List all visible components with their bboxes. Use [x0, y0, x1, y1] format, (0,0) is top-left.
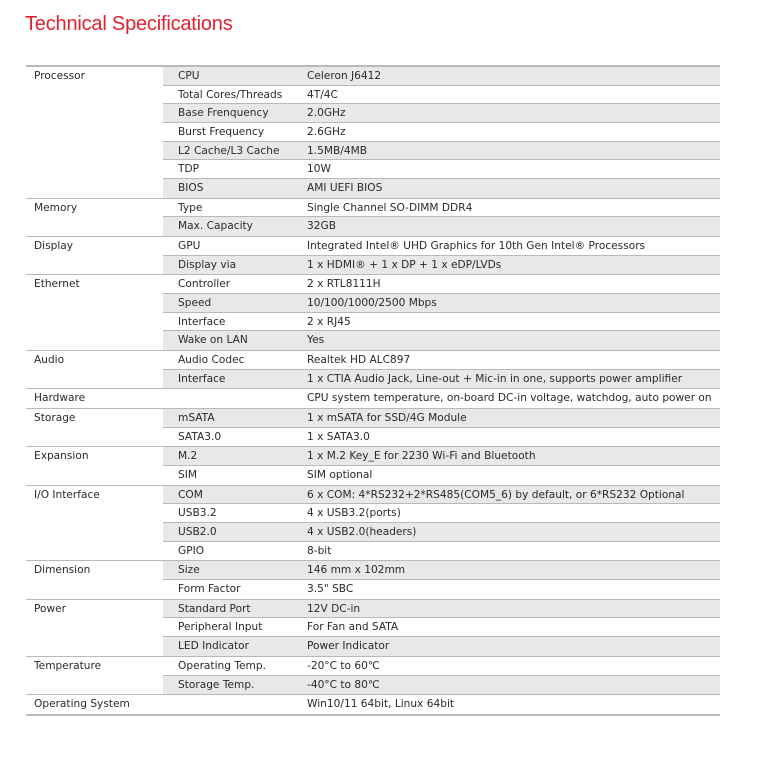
spec-key: USB2.0: [178, 526, 217, 539]
spec-category: [26, 618, 163, 637]
spec-row: [26, 600, 720, 619]
spec-cell-group: [163, 313, 720, 332]
spec-category: [26, 294, 163, 313]
spec-row: [26, 313, 720, 332]
spec-key: Size: [178, 564, 200, 577]
spec-category: Audio: [34, 354, 65, 367]
spec-category: [26, 428, 163, 447]
spec-category: Storage: [34, 412, 76, 425]
page-title: Technical Specifications: [25, 13, 233, 35]
spec-row: [26, 256, 720, 276]
spec-key: GPIO: [178, 544, 205, 557]
spec-value: 3.5" SBC: [307, 583, 354, 596]
spec-cell-group: [163, 67, 720, 86]
spec-cell-group: [163, 523, 720, 542]
spec-cell-group: [163, 275, 720, 294]
spec-row: [26, 409, 720, 428]
spec-row: [26, 504, 720, 523]
spec-cell-group: [163, 389, 720, 408]
spec-value: -20°C to 60℃: [307, 659, 380, 672]
spec-key: Interface: [178, 372, 226, 385]
spec-key: CPU: [178, 70, 200, 82]
spec-value: 2.6GHz: [307, 126, 346, 139]
spec-row: [26, 104, 720, 123]
spec-key: LED Indicator: [178, 640, 249, 653]
spec-cell-group: [163, 637, 720, 656]
spec-row: [26, 389, 720, 409]
spec-category: [26, 142, 163, 161]
spec-value: 8-bit: [307, 544, 332, 557]
spec-row: [26, 447, 720, 466]
spec-row: [26, 86, 720, 105]
spec-value: 4T/4C: [307, 88, 338, 101]
spec-row: [26, 123, 720, 142]
spec-category: Display: [34, 240, 74, 253]
spec-key: Audio Codec: [178, 354, 245, 367]
spec-category: [26, 370, 163, 389]
spec-row: [26, 486, 720, 505]
spec-category: [26, 179, 163, 198]
spec-row: [26, 637, 720, 657]
spec-row: [26, 580, 720, 600]
spec-row: [26, 67, 720, 86]
spec-key: mSATA: [178, 412, 215, 425]
spec-cell-group: [163, 618, 720, 637]
spec-cell-group: [163, 237, 720, 256]
spec-row: [26, 428, 720, 448]
spec-key: Burst Frequency: [178, 126, 265, 139]
spec-value: 1 x mSATA for SSD/4G Module: [307, 412, 467, 425]
spec-value: AMI UEFI BIOS: [307, 182, 383, 195]
spec-category: [26, 466, 163, 485]
spec-row: [26, 199, 720, 218]
spec-row: [26, 351, 720, 370]
spec-cell-group: [163, 409, 720, 428]
spec-key: [163, 695, 307, 714]
spec-row: [26, 331, 720, 351]
spec-value: 2.0GHz: [307, 107, 346, 120]
spec-key: SIM: [178, 469, 197, 482]
spec-value: 1 x CTIA Audio Jack, Line-out + Mic-in in one, supports power amplifier: [307, 372, 683, 385]
spec-category: [26, 86, 163, 105]
spec-value: For Fan and SATA: [307, 621, 399, 634]
spec-cell-group: [163, 676, 720, 695]
spec-row: [26, 237, 720, 256]
spec-cell-group: [163, 179, 720, 198]
spec-key: Total Cores/Threads: [178, 88, 283, 101]
spec-value: 4 x USB3.2(ports): [307, 507, 401, 520]
spec-category: [26, 104, 163, 123]
spec-value: 1 x SATA3.0: [307, 430, 370, 443]
spec-cell-group: [163, 370, 720, 389]
spec-value: 1 x M.2 Key_E for 2230 Wi-Fi and Bluetooth: [307, 450, 536, 463]
spec-value: 4 x USB2.0(headers): [307, 526, 417, 539]
spec-category: [26, 523, 163, 542]
spec-value: 1 x HDMI® + 1 x DP + 1 x eDP/LVDs: [307, 258, 502, 271]
spec-key: [163, 389, 307, 408]
spec-value: Yes: [307, 334, 325, 347]
spec-value: 1.5MB/4MB: [307, 144, 367, 157]
spec-row: [26, 294, 720, 313]
spec-key: Interface: [178, 315, 226, 328]
spec-row: [26, 142, 720, 161]
spec-category: [26, 160, 163, 179]
spec-row: [26, 695, 720, 716]
spec-category: [26, 217, 163, 236]
spec-cell-group: [163, 561, 720, 580]
spec-key: Display via: [178, 258, 237, 271]
spec-cell-group: [163, 256, 720, 275]
spec-category: [26, 331, 163, 350]
spec-row: [26, 657, 720, 676]
spec-value: 2 x RTL8111H: [307, 278, 381, 291]
spec-row: [26, 542, 720, 562]
spec-cell-group: [163, 542, 720, 561]
spec-key: Speed: [178, 297, 212, 310]
spec-cell-group: [163, 294, 720, 313]
spec-value: 12V DC-in: [307, 602, 361, 615]
spec-row: [26, 466, 720, 486]
spec-value: Realtek HD ALC897: [307, 354, 411, 367]
spec-category: [26, 504, 163, 523]
spec-value: 146 mm x 102mm: [307, 564, 406, 577]
spec-row: [26, 561, 720, 580]
spec-value: SIM optional: [307, 469, 373, 482]
spec-key: L2 Cache/L3 Cache: [178, 144, 280, 157]
spec-row: [26, 179, 720, 199]
spec-key: TDP: [178, 163, 200, 176]
spec-key: COM: [178, 488, 203, 501]
spec-category: Temperature: [34, 659, 102, 672]
spec-cell-group: [163, 351, 720, 370]
spec-cell-group: [163, 486, 720, 505]
spec-key: Storage Temp.: [178, 678, 255, 691]
spec-category: Hardware: [34, 392, 86, 405]
spec-cell-group: [163, 86, 720, 105]
spec-category: Operating System: [34, 698, 130, 711]
spec-value: -40°C to 80℃: [307, 678, 380, 691]
spec-key: Standard Port: [178, 602, 251, 615]
spec-category: Memory: [34, 201, 78, 214]
spec-key: Form Factor: [178, 583, 241, 596]
spec-category: [26, 313, 163, 332]
spec-cell-group: [163, 580, 720, 599]
spec-cell-group: [163, 428, 720, 447]
spec-value: 2 x RJ45: [307, 315, 351, 328]
spec-key: M.2: [178, 450, 198, 463]
spec-row: [26, 275, 720, 294]
spec-category: Power: [34, 602, 67, 615]
spec-cell-group: [163, 695, 720, 714]
spec-cell-group: [163, 104, 720, 123]
spec-value: 10/100/1000/2500 Mbps: [307, 297, 437, 310]
spec-category: [26, 580, 163, 599]
spec-key: Peripheral Input: [178, 621, 263, 634]
spec-cell-group: [163, 600, 720, 619]
spec-value: Celeron J6412: [307, 70, 382, 82]
spec-category: Expansion: [34, 450, 89, 463]
spec-category: [26, 256, 163, 275]
spec-value: 10W: [307, 163, 331, 176]
spec-cell-group: [163, 142, 720, 161]
spec-key: Wake on LAN: [178, 334, 248, 347]
spec-key: SATA3.0: [178, 430, 222, 443]
spec-cell-group: [163, 199, 720, 218]
spec-value: Integrated Intel® UHD Graphics for 10th Gen Intel® Processors: [307, 240, 646, 253]
spec-value: 32GB: [307, 220, 336, 233]
spec-row: [26, 160, 720, 179]
spec-cell-group: [163, 331, 720, 350]
spec-key: Type: [178, 201, 203, 214]
spec-cell-group: [163, 466, 720, 485]
spec-category: [26, 542, 163, 561]
spec-cell-group: [163, 123, 720, 142]
spec-category: [26, 123, 163, 142]
spec-cell-group: [163, 447, 720, 466]
spec-category: [26, 637, 163, 656]
spec-row: [26, 217, 720, 237]
spec-row: [26, 676, 720, 696]
spec-category: Processor: [34, 70, 86, 82]
spec-cell-group: [163, 657, 720, 676]
spec-cell-group: [163, 217, 720, 236]
spec-value: Win10/11 64bit, Linux 64bit: [307, 698, 455, 711]
spec-key: Base Frenquency: [178, 107, 269, 120]
spec-table: [26, 65, 720, 716]
spec-value: Single Channel SO-DIMM DDR4: [307, 201, 473, 214]
spec-cell-group: [163, 504, 720, 523]
spec-key: Max. Capacity: [178, 220, 253, 233]
spec-value: CPU system temperature, on-board DC-in voltage, watchdog, auto power on: [307, 392, 712, 405]
spec-row: [26, 523, 720, 542]
spec-key: BIOS: [178, 182, 204, 195]
spec-category: [26, 676, 163, 695]
spec-key: USB3.2: [178, 507, 217, 520]
spec-cell-group: [163, 160, 720, 179]
spec-key: GPU: [178, 240, 201, 253]
spec-row: [26, 370, 720, 390]
spec-category: I/O Interface: [34, 488, 100, 501]
spec-category: Ethernet: [34, 278, 80, 291]
spec-row: [26, 618, 720, 637]
spec-value: 6 x COM: 4*RS232+2*RS485(COM5_6) by default, or 6*RS232 Optional: [307, 488, 685, 501]
spec-category: Dimension: [34, 564, 91, 577]
spec-value: Power Indicator: [307, 640, 390, 653]
spec-key: Controller: [178, 278, 231, 291]
spec-key: Operating Temp.: [178, 659, 266, 672]
